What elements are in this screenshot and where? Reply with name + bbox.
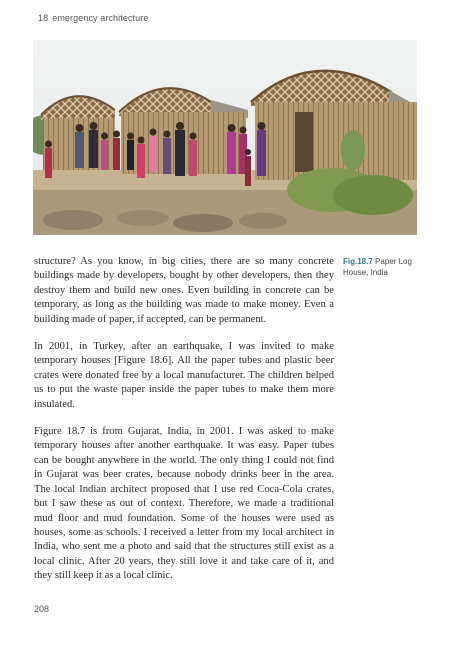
page-folio: 208 [34, 604, 50, 614]
running-head-title: emergency architecture [52, 13, 149, 23]
running-head-number: 18 [38, 13, 49, 23]
figure-label: Fig.18.7 [343, 257, 373, 266]
figure-caption-text: Paper Log House, India [343, 257, 412, 277]
body-text [34, 255, 334, 597]
photo-illustration [33, 40, 417, 235]
paragraph-3: Figure 18.7 is from Gujarat, India, in 2001. I was asked to make temporary houses after another earthquake. It was easy. Paper tubes can be bought anywhere in the world. The only thing I could not find in Gujarat was beer crates, because nobody drinks beer in the area. The local Indian architect proposed that I use red Coca-Cola crates, but I saw these as out of context. Therefore, we made a traditional mud floor and mud foundation. Some of the houses were used as houses, some as schools. I received a letter from my local architect in India, who sent me a photo and said that the structures still exist as a local clinic. After 20 years, they still love it and take care of it, and they still keep it as a local clinic. [34, 426, 334, 582]
running-head [38, 13, 148, 23]
paper-log-house-photo [33, 40, 417, 235]
paragraph-2: In 2001, in Turkey, after an earthquake, I was invited to make temporary houses [Figure 18.6]. All the paper tubes and plastic beer crates were donated free by a local manufacturer. The children helped us to put the waste paper inside the paper tubes to make them more insulated. [34, 341, 334, 410]
paragraph-1: structure? As you know, in big cities, there are so many concrete buildings made by developers, bought by other developers, then they destroy them and build new ones. Even building in concrete can be temporary, as long as the building was made to make money. Even a building made of paper, if accepted, can be permanent. [34, 256, 334, 325]
figure-caption [343, 256, 423, 278]
